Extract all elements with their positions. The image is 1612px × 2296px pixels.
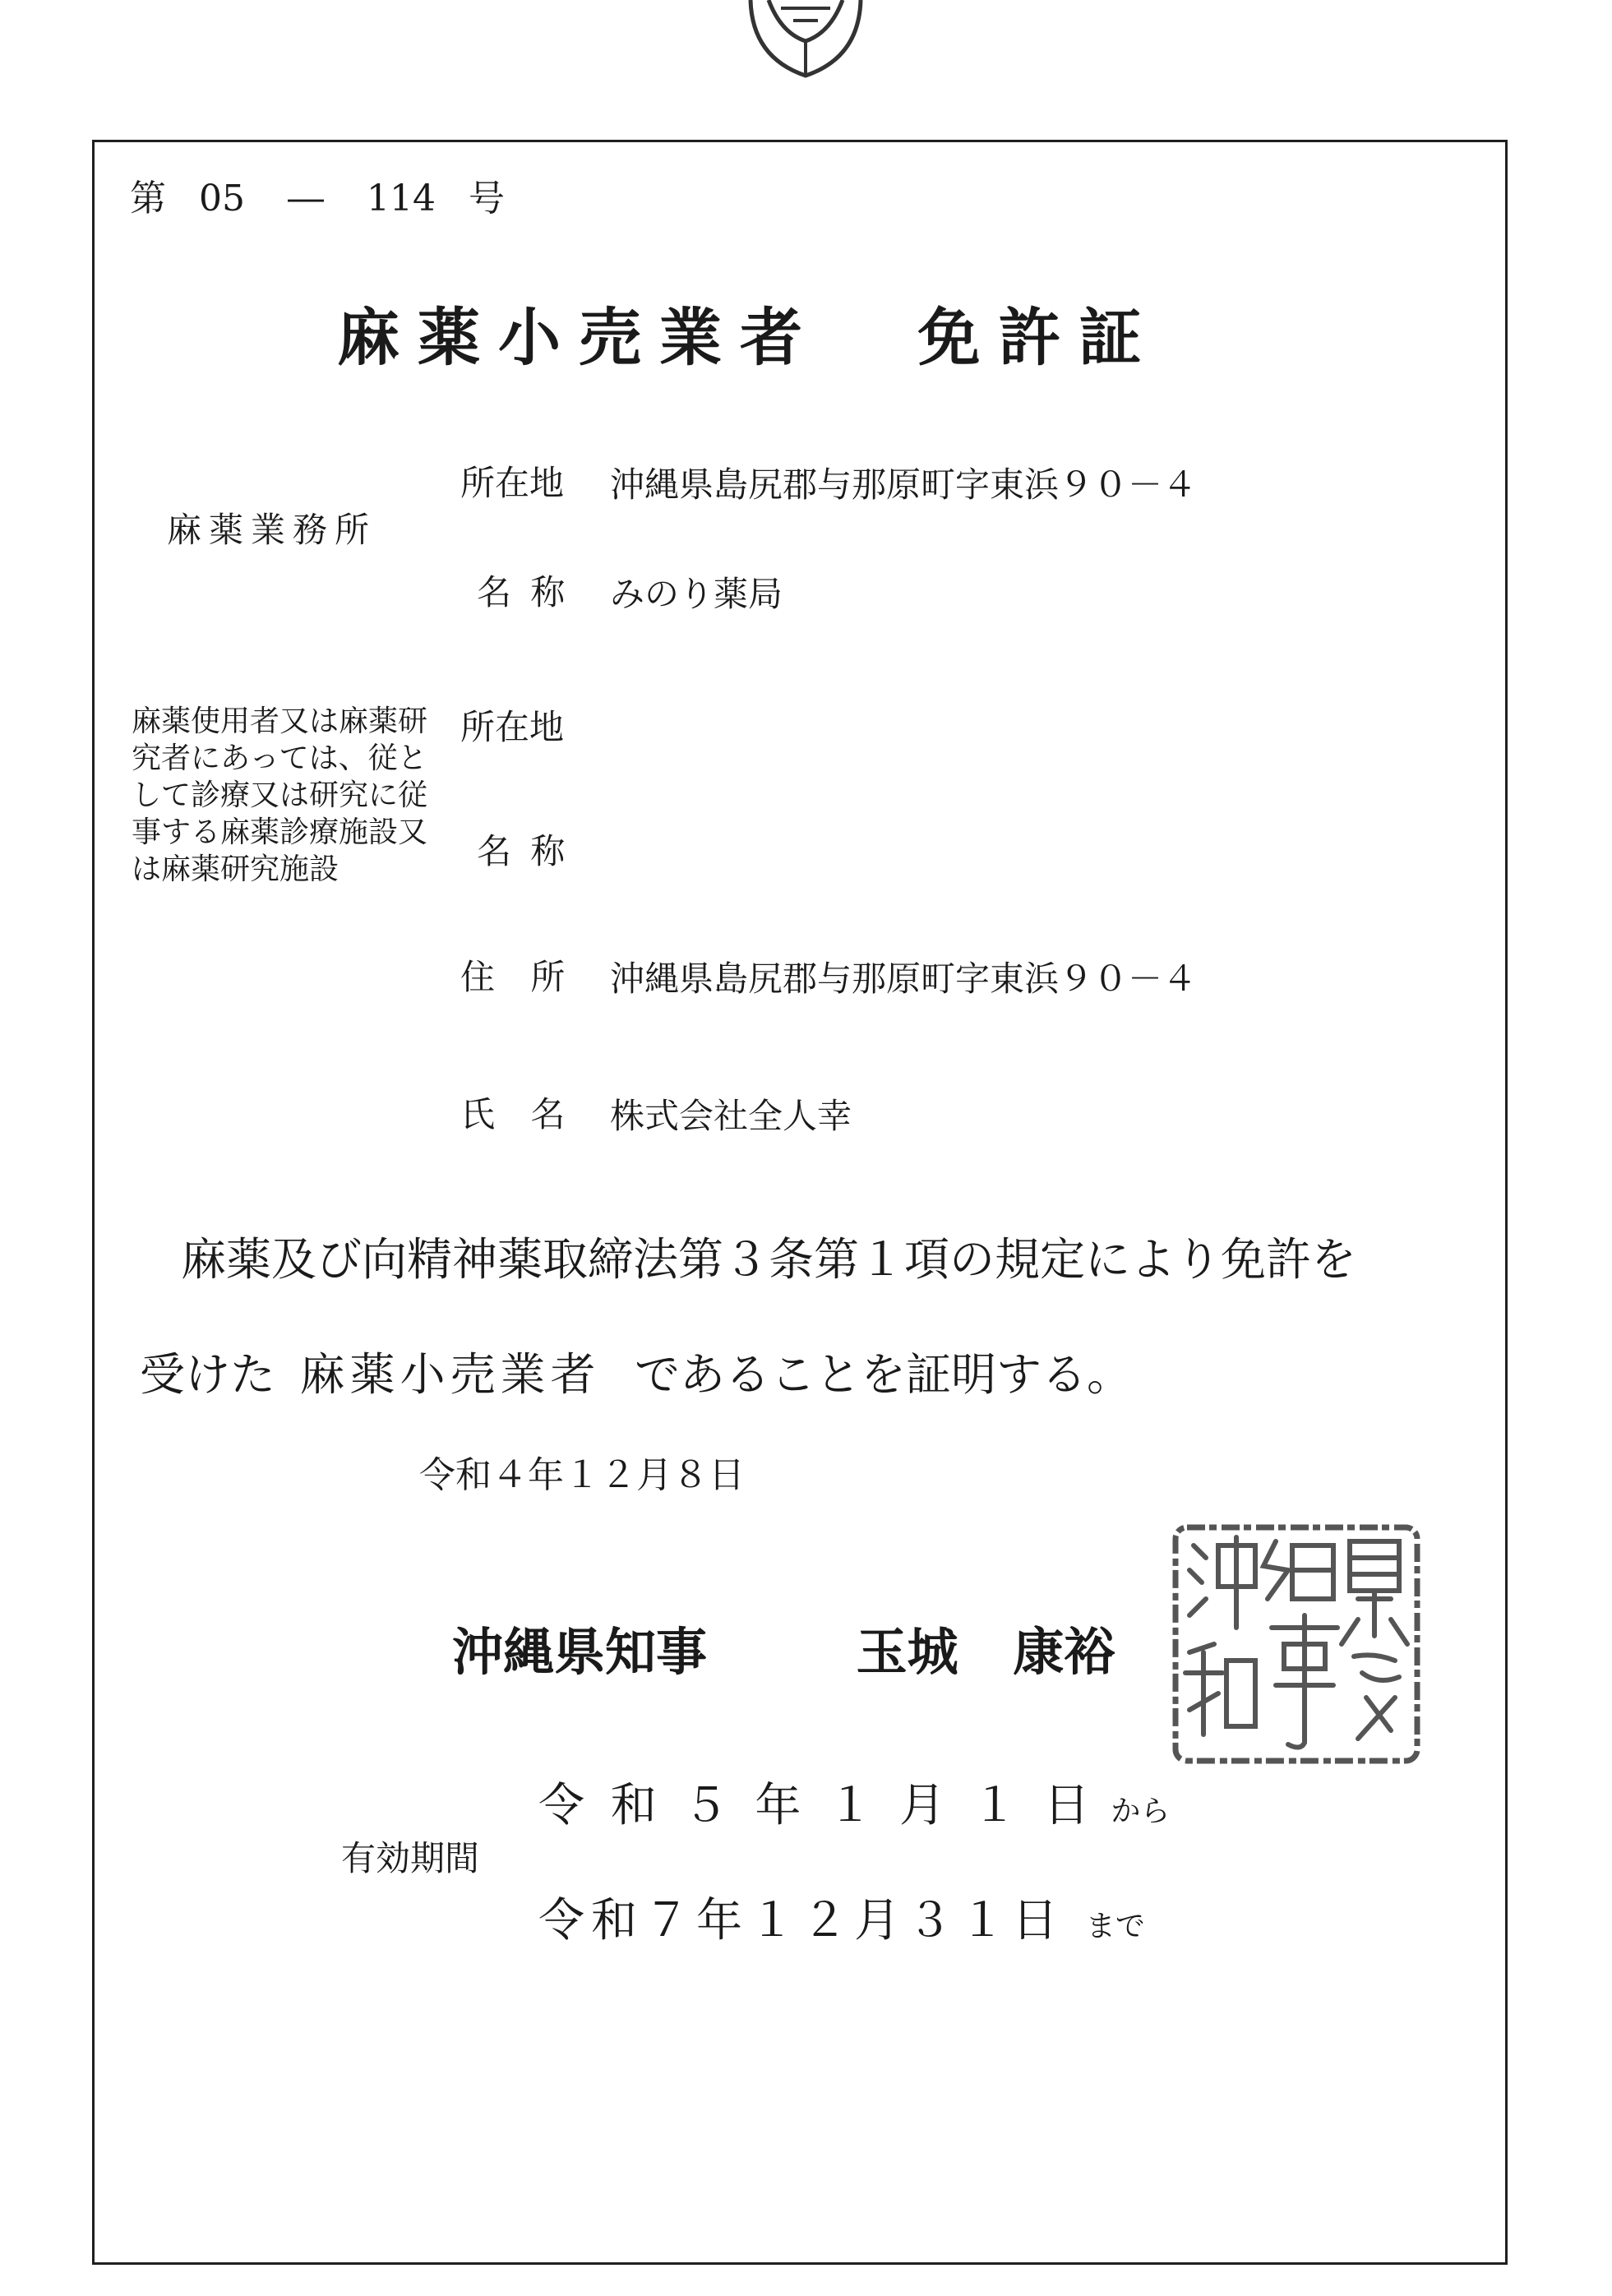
page-title	[337, 288, 1159, 377]
authority-title: 沖縄県知事	[452, 1622, 708, 1682]
authority-family-name: 玉城	[856, 1622, 958, 1682]
statement-suffix: であることを証明する。	[635, 1348, 1133, 1401]
issue-date: 令和４年１２月８日	[419, 1454, 745, 1496]
validity-to-suffix: まで	[1085, 1910, 1145, 1943]
licensee-address-value: 沖縄県島尻郡与那原町字東浜９０－４	[610, 959, 1198, 999]
office-location-value: 沖縄県島尻郡与那原町字東浜９０－４	[610, 464, 1198, 505]
facility-location-label: 所在地	[460, 707, 565, 747]
validity-label: 有効期間	[341, 1838, 480, 1878]
facility-name-label: 名 称	[477, 831, 566, 871]
validity-to	[538, 1884, 1145, 1950]
statement-license-type: 麻薬小売業者	[299, 1348, 601, 1401]
validity-from-date: 令 和 ５ 年 １ 月 １ 日	[538, 1779, 1090, 1832]
license-number-part2: 114	[367, 178, 436, 219]
licensee-name-label: 氏 名	[460, 1094, 566, 1134]
license-number-prefix: 第	[130, 178, 166, 219]
title-license-type: 麻薬小売業者	[337, 301, 820, 374]
statement-prefix: 受けた	[140, 1348, 276, 1401]
licensee-name-value: 株式会社全人幸	[610, 1096, 852, 1136]
validity-from	[538, 1769, 1170, 1835]
title-doc-name: 免許証	[917, 301, 1160, 374]
validity-from-suffix: から	[1111, 1795, 1171, 1828]
authority-given-name: 康裕	[1013, 1622, 1115, 1682]
license-number	[130, 169, 505, 221]
licensee-address-label: 住 所	[460, 957, 566, 997]
facility-heading: 麻薬使用者又は麻薬研究者にあっては、従として診療又は研究に従事する麻薬診療施設又は麻薬研究施設	[132, 705, 428, 886]
certification-statement-line1: 麻薬及び向精神薬取締法第３条第１項の規定により免許を	[181, 1233, 1357, 1286]
narcotics-office-heading: 麻薬業務所	[167, 510, 377, 550]
office-name-value: みのり薬局	[610, 574, 783, 614]
official-seal-stamp	[1169, 1521, 1424, 1767]
office-name-label: 名 称	[477, 572, 566, 612]
prefectural-emblem-icon	[744, 0, 867, 78]
certification-statement-line2	[140, 1338, 1132, 1403]
license-number-part1: 05	[199, 178, 245, 219]
issuing-authority	[452, 1611, 1115, 1684]
license-number-dash: ―	[288, 178, 324, 219]
office-location-label: 所在地	[460, 463, 565, 503]
validity-to-date: 令和７年１２月３１日	[538, 1894, 1065, 1947]
license-number-suffix: 号	[468, 178, 505, 219]
